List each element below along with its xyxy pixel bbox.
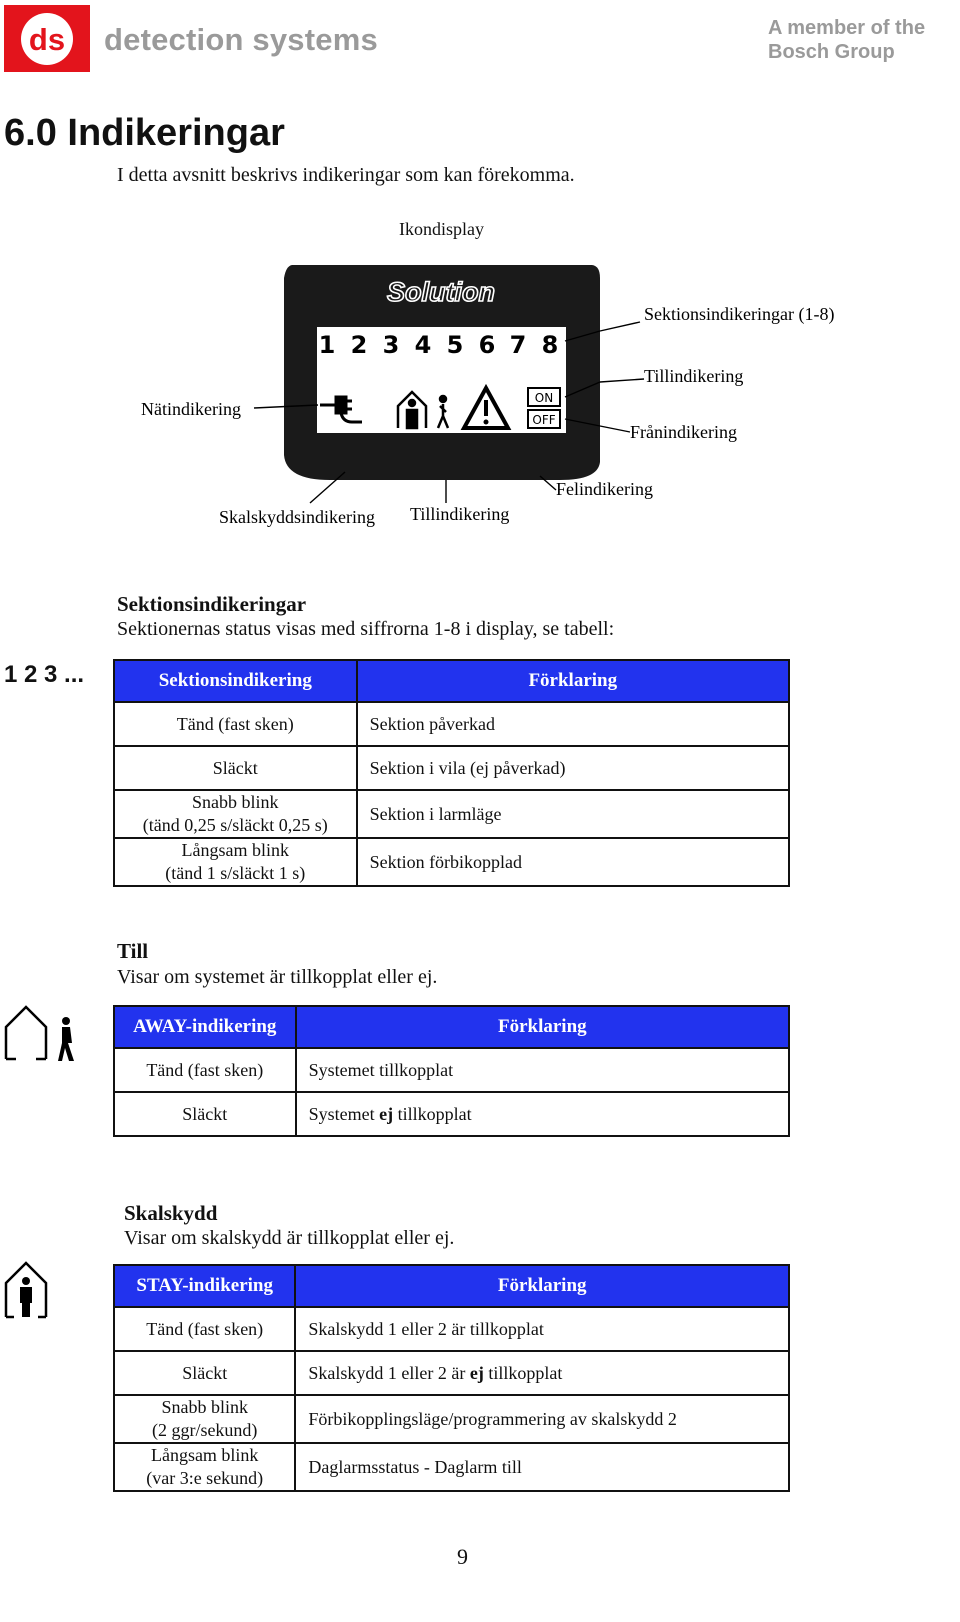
explanation-text: tillkopplat [483,1362,563,1383]
indication-subtext: (2 ggr/sekund) [151,1420,258,1440]
label-franindikering: Frånindikering [630,422,737,442]
table-header-row [114,660,789,702]
explanation-cell [295,1443,789,1491]
explanation-cell: Sektion förbikopplad [357,838,789,886]
display-logo-text: Solution [387,277,495,307]
skalskydd-section-title: Skalskydd [124,1201,218,1225]
indication-text: Tänd (fast sken) [146,1318,264,1339]
lcd-digit: 2 [350,331,368,359]
skalskydd-section-desc: Visar om skalskydd är tillkopplat eller ej. [124,1227,455,1249]
indication-subtext: (tänd 0,25 s/släckt 0,25 s) [142,815,328,835]
indication-cell [114,1443,295,1491]
till-section-desc: Visar om systemet är tillkopplat eller ej. [117,966,438,988]
indication-text: Släckt [212,757,258,778]
ds-logo-icon [4,5,90,72]
lcd-digit: 3 [382,331,400,359]
label-felindikering: Felindikering [556,479,653,499]
explanation-cell: Sektion i larmläge [357,790,789,838]
indication-text: Tänd (fast sken) [176,713,294,734]
label-sektionsindikeringar: Sektionsindikeringar (1-8) [644,304,835,324]
table-row [114,1351,789,1395]
lcd-digit: 6 [478,331,496,359]
sektion-section-title: Sektionsindikeringar [117,592,307,616]
explanation-text: tillkopplat [393,1103,472,1124]
label-natindikering: Nätindikering [141,399,241,419]
away-walking-person-icon [58,1017,74,1061]
ds-logo [4,5,90,72]
table-header-row [114,1006,789,1048]
table-header-cell: Förklaring [295,1265,789,1307]
table-header-row [114,1265,789,1307]
indication-cell [114,1307,295,1351]
explanation-cell [295,1307,789,1351]
table-header-cell: AWAY-indikering [114,1006,296,1048]
display-diagram-title: Ikondisplay [399,219,484,239]
table-header-cell: Sektionsindikering [114,660,357,702]
page-heading: 6.0 Indikeringar [4,112,285,154]
explanation-cell [296,1048,789,1092]
table-row [114,1307,789,1351]
lcd-digit: 5 [446,331,464,359]
indication-cell: Tänd (fast sken) [114,1048,296,1092]
till-section-title: Till [117,939,149,963]
explanation-bold: ej [469,1362,484,1383]
table-row [114,1443,789,1491]
explanation-text: Förbikopplingsläge/programmering av skalskydd 2 [308,1408,677,1429]
table-row [114,702,789,746]
away-table [113,1005,790,1137]
indication-text: Snabb blink [161,1397,248,1417]
on-label: ON [534,391,554,405]
label-skalskyddsindikering: Skalskyddsindikering [219,507,375,527]
explanation-cell [296,1092,789,1136]
indication-text: Släckt [182,1362,228,1383]
lcd-digit: 1 [318,331,336,359]
stay-table [113,1264,790,1492]
table-header-cell: Förklaring [357,660,789,702]
explanation-text: Systemet tillkopplat [308,1059,454,1080]
table-row [114,1048,789,1092]
indication-text: Långsam blink [181,840,290,860]
indication-cell [114,1351,295,1395]
indication-cell [114,790,357,838]
label-tillindikering-bottom: Tillindikering [410,504,510,524]
section-digits-label: 1 2 3 ... [4,661,85,688]
indication-cell: Släckt [114,1092,296,1136]
explanation-cell [295,1395,789,1443]
table-header-cell: Förklaring [296,1006,789,1048]
explanation-text: Skalskydd 1 eller 2 är tillkopplat [308,1318,544,1339]
member-line-2: Bosch Group [768,41,895,63]
label-tillindikering-right: Tillindikering [644,366,744,386]
table-header-cell: STAY-indikering [114,1265,295,1307]
indication-text: Snabb blink [192,792,279,812]
logo-text: ds [28,22,66,57]
bosch-member-text [768,16,925,64]
table-row [114,790,789,838]
indication-cell [114,1395,295,1443]
explanation-text: Daglarmsstatus - Daglarm till [308,1456,522,1477]
table-row [114,838,789,886]
intro-text: I detta avsnitt beskrivs indikeringar som kan förekomma. [117,164,575,186]
explanation-cell: Sektion påverkad [357,702,789,746]
brand-name: detection systems [104,22,378,57]
indication-cell [114,702,357,746]
indication-text: Långsam blink [150,1445,259,1465]
indication-cell [114,746,357,790]
table-row [114,1395,789,1443]
explanation-cell [295,1351,789,1395]
indication-subtext: (tänd 1 s/släckt 1 s) [165,863,306,883]
sektion-section-desc: Sektionernas status visas med siffrorna 1-8 i display, se tabell: [117,618,615,640]
table-row [114,1092,789,1136]
page-number: 9 [457,1544,468,1569]
sektion-table [113,659,790,887]
explanation-text: Systemet [308,1103,380,1124]
table-row [114,746,789,790]
explanation-text: Skalskydd 1 eller 2 är [308,1362,470,1383]
icon-display-diagram [0,240,960,550]
explanation-bold: ej [379,1103,394,1124]
lcd-digit: 7 [509,331,527,359]
lcd-digit: 4 [414,331,432,359]
member-line-1: A member of the [768,17,926,39]
indication-subtext: (var 3:e sekund) [146,1468,264,1488]
indication-cell [114,838,357,886]
away-house-icon [2,1003,80,1063]
lcd-digit: 8 [541,331,559,359]
explanation-cell: Sektion i vila (ej påverkad) [357,746,789,790]
off-label: OFF [532,413,556,427]
stay-house-person-icon [2,1259,52,1321]
